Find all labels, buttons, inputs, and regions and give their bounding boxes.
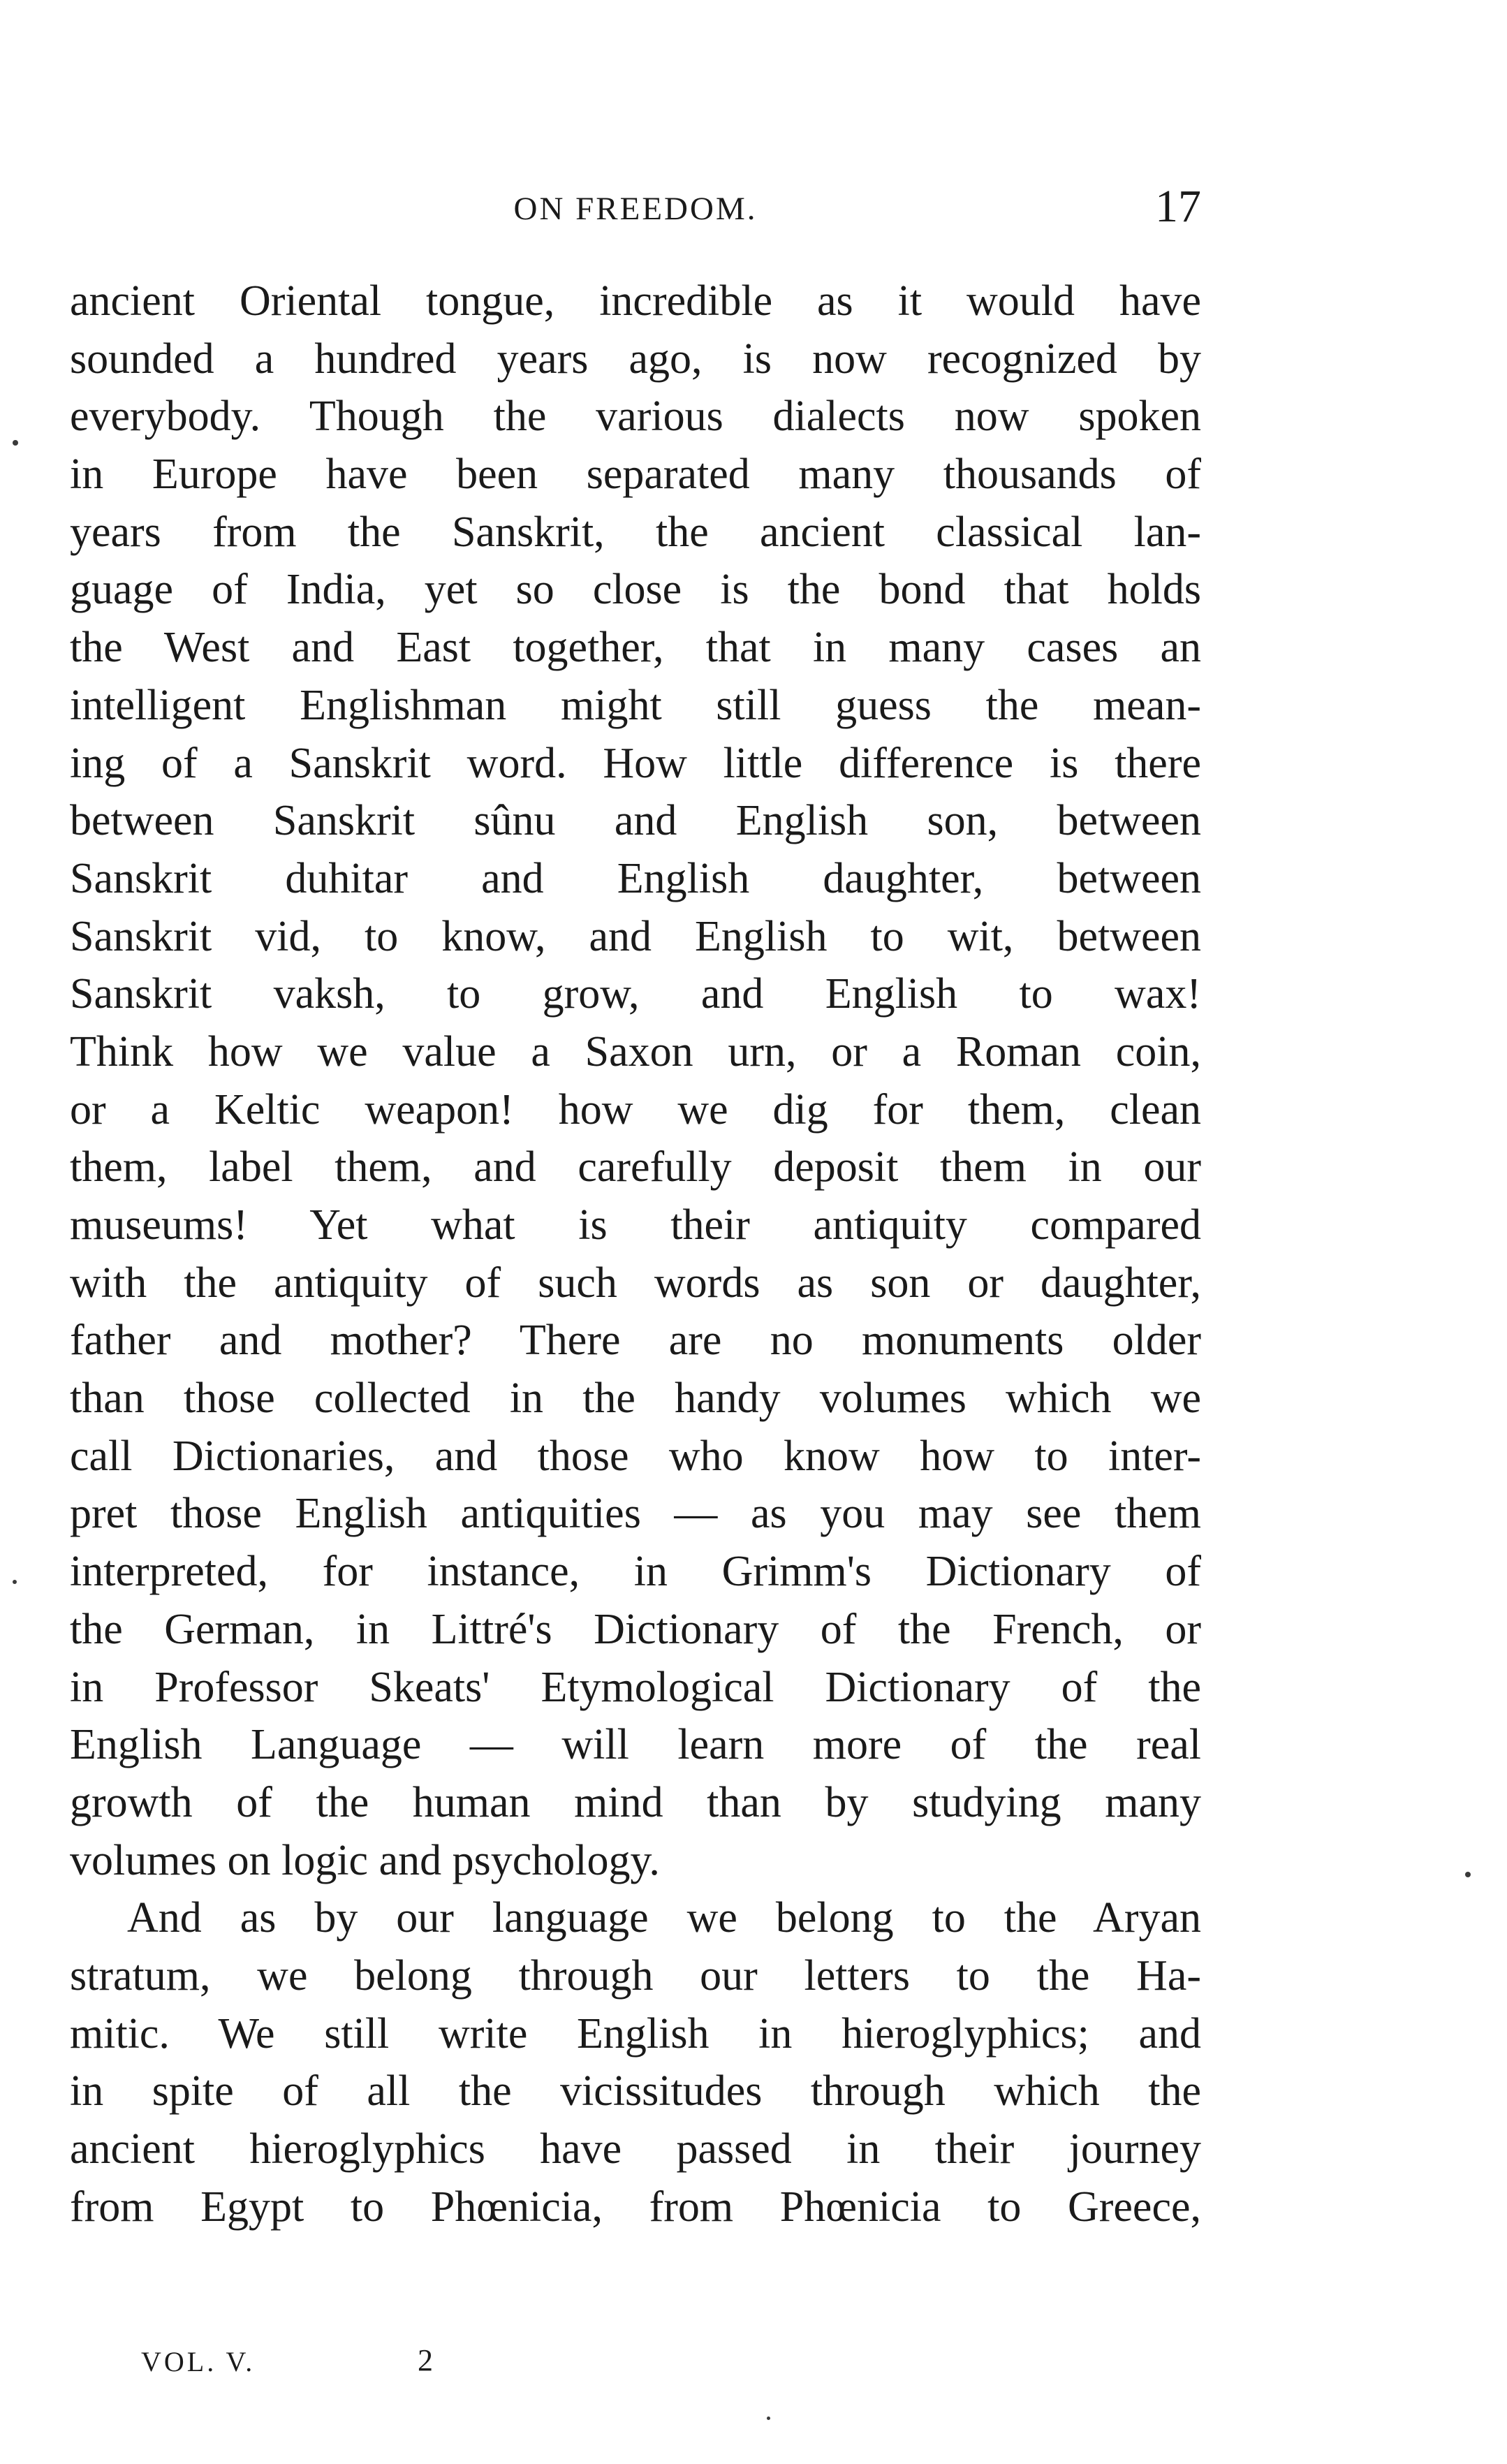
text-line: Sanskrit vid, to know, and English to wit, between xyxy=(70,912,1201,960)
text-line: call Dictionaries, and those who know how to inter- xyxy=(70,1432,1201,1480)
text-line: sounded a hundred years ago, is now recognized by xyxy=(70,335,1201,383)
text-line: years from the Sanskrit, the ancient classical lan- xyxy=(70,508,1201,556)
text-line: Think how we value a Saxon urn, or a Roman coin, xyxy=(70,1027,1201,1076)
text-line: ancient Oriental tongue, incredible as it would have xyxy=(70,277,1201,325)
paper-speck xyxy=(13,1580,17,1584)
text-line: volumes on logic and psychology. xyxy=(70,1836,660,1884)
text-line: the German, in Littré's Dictionary of the French, or xyxy=(70,1605,1201,1653)
paragraph xyxy=(70,272,1201,1889)
text-line: the West and East together, that in many cases an xyxy=(70,624,1201,672)
text-line: ancient hieroglyphics have passed in their journey xyxy=(70,2125,1201,2173)
text-line: stratum, we belong through our letters to the Ha- xyxy=(70,1951,1201,2000)
paper-speck xyxy=(13,440,18,446)
text-line: Sanskrit vaksh, to grow, and English to wax! xyxy=(70,970,1201,1018)
text-line: or a Keltic weapon! how we dig for them, clean xyxy=(70,1085,1201,1134)
text-line: growth of the human mind than by studying many xyxy=(70,1778,1201,1826)
paragraph xyxy=(70,1889,1201,2236)
text-line: Sanskrit duhitar and English daughter, between xyxy=(70,854,1201,902)
text-line: guage of India, yet so close is the bond that holds xyxy=(70,566,1201,614)
text-line: than those collected in the handy volumes which we xyxy=(70,1374,1201,1423)
text-line: mitic. We still write English in hieroglyphics; and xyxy=(70,2009,1201,2058)
text-line: intelligent Englishman might still guess the mean- xyxy=(70,681,1201,729)
text-line: with the antiquity of such words as son or daughter, xyxy=(70,1259,1201,1307)
text-line: pret those English antiquities — as you may see them xyxy=(70,1490,1201,1538)
text-line: museums! Yet what is their antiquity compared xyxy=(70,1201,1201,1249)
text-line: between Sanskrit sûnu and English son, between xyxy=(70,797,1201,845)
signature-number: 2 xyxy=(418,2343,433,2377)
text-line: from Egypt to Phœnicia, from Phœnicia to Greece, xyxy=(70,2183,1201,2231)
text-line: And as by our language we belong to the Aryan xyxy=(127,1894,1201,1942)
page-number: 17 xyxy=(1155,181,1201,232)
text-line: everybody. Though the various dialects now spoken xyxy=(70,393,1201,441)
text-line: ing of a Sanskrit word. How little difference is there xyxy=(70,739,1201,787)
paper-speck xyxy=(767,2417,770,2420)
text-line: in Europe have been separated many thousands of xyxy=(70,450,1201,499)
running-head xyxy=(70,180,1201,236)
text-line: in spite of all the vicissitudes through which the xyxy=(70,2067,1201,2115)
text-line: interpreted, for instance, in Grimm's Dictionary of xyxy=(70,1548,1201,1596)
paper-speck xyxy=(1465,1872,1471,1877)
text-line: them, label them, and carefully deposit them in our xyxy=(70,1143,1201,1191)
body-text xyxy=(70,272,1201,2236)
text-line: in Professor Skeats' Etymological Dictionary of the xyxy=(70,1663,1201,1711)
text-line: father and mother? There are no monuments older xyxy=(70,1317,1201,1365)
signature-mark: VOL. V. xyxy=(141,2346,256,2377)
text-line: English Language — will learn more of the real xyxy=(70,1721,1201,1769)
running-title: ON FREEDOM. xyxy=(513,191,758,227)
